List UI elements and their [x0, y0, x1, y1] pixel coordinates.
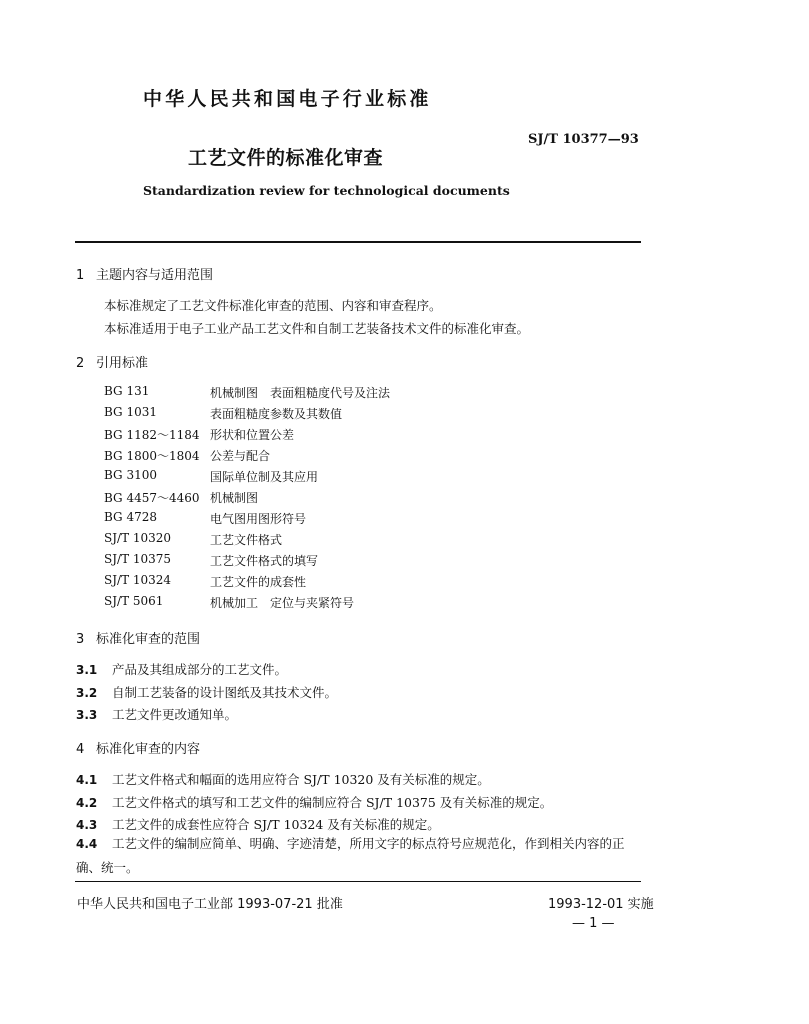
paragraph: 本标准适用于电子工业产品工艺文件和自制工艺装备技术文件的标准化审查。: [104, 321, 530, 336]
reference-title: 工艺文件格式的填写: [210, 554, 319, 568]
section-number: 4: [76, 742, 85, 757]
clause-item: [76, 815, 440, 833]
reference-title: 公差与配合: [210, 449, 271, 463]
reference-title: 机械制图: [210, 491, 259, 505]
reference-title: 机械制图 表面粗糙度代号及注法: [210, 386, 391, 400]
reference-title: 电气图用图形符号: [210, 512, 307, 526]
clause-text: 工艺文件的成套性应符合 SJ/T 10324 及有关标准的规定。: [112, 817, 440, 832]
issuing-body-title: 中华人民共和国电子行业标准: [143, 88, 432, 110]
clause-number: 4.1: [76, 773, 98, 787]
clause-text: 自制工艺装备的设计图纸及其技术文件。: [112, 685, 338, 700]
section-heading-2: [76, 352, 148, 371]
section-number: 1: [76, 268, 85, 283]
reference-code: BG 4728: [104, 510, 157, 524]
reference-title: 形状和位置公差: [210, 428, 295, 442]
footer-rule: [75, 881, 641, 882]
section-heading-3: [76, 628, 200, 647]
reference-code: SJ/T 10324: [104, 573, 172, 587]
clause-item: [76, 683, 337, 701]
reference-code: BG 1182～1184: [104, 428, 200, 442]
page-number: — 1 —: [572, 916, 615, 931]
clause-text: 工艺文件格式和幅面的选用应符合 SJ/T 10320 及有关标准的规定。: [112, 772, 490, 787]
reference-code: BG 1800～1804: [104, 449, 200, 463]
section-number: 3: [76, 632, 85, 647]
approval-statement: 中华人民共和国电子工业部 1993-07-21 批准: [77, 897, 343, 912]
clause-number: 4.4: [76, 837, 98, 851]
reference-title: 工艺文件格式: [210, 533, 283, 547]
clause-number: 4.2: [76, 796, 98, 810]
section-title: 引用标准: [96, 356, 149, 371]
clause-text: 产品及其组成部分的工艺文件。: [112, 662, 288, 677]
reference-title: 国际单位制及其应用: [210, 470, 319, 484]
reference-code: SJ/T 10375: [104, 552, 172, 566]
reference-code: BG 3100: [104, 468, 157, 482]
section-title: 标准化审查的内容: [96, 742, 201, 757]
clause-item: [76, 832, 642, 879]
section-heading-4: [76, 738, 200, 757]
clause-item: [76, 770, 490, 788]
clause-number: 4.3: [76, 818, 98, 832]
header-rule: [75, 241, 641, 243]
reference-title: 工艺文件的成套性: [210, 575, 307, 589]
clause-number: 3.2: [76, 686, 98, 700]
section-number: 2: [76, 356, 85, 371]
clause-item: [76, 705, 237, 723]
reference-code: SJ/T 5061: [104, 594, 164, 608]
document-title: 工艺文件的标准化审查: [188, 147, 384, 169]
clause-number: 3.3: [76, 708, 98, 722]
clause-item: [76, 793, 552, 811]
reference-code: SJ/T 10320: [104, 531, 172, 545]
effective-date: 1993-12-01 实施: [548, 897, 654, 912]
clause-text: 工艺文件格式的填写和工艺文件的编制应符合 SJ/T 10375 及有关标准的规定。: [112, 795, 553, 810]
reference-code: BG 131: [104, 384, 150, 398]
english-title: Standardization review for technological documents: [143, 183, 510, 198]
clause-text: 工艺文件的编制应简单、明确、字迹清楚，所用文字的标点符号应规范化，作到相关内容的正确、统一。: [76, 836, 625, 875]
paragraph: 本标准规定了工艺文件标准化审查的范围、内容和审查程序。: [104, 298, 442, 313]
section-heading-1: [76, 264, 213, 283]
clause-text: 工艺文件更改通知单。: [112, 707, 238, 722]
reference-title: 机械加工 定位与夹紧符号: [210, 596, 355, 610]
section-title: 标准化审查的范围: [96, 632, 201, 647]
reference-title: 表面粗糙度参数及其数值: [210, 407, 343, 421]
reference-code: BG 1031: [104, 405, 157, 419]
clause-number: 3.1: [76, 663, 98, 677]
reference-code: BG 4457～4460: [104, 491, 200, 505]
section-title: 主题内容与适用范围: [96, 268, 214, 283]
clause-item: [76, 660, 287, 678]
standard-number: SJ/T 10377—93: [528, 132, 639, 147]
